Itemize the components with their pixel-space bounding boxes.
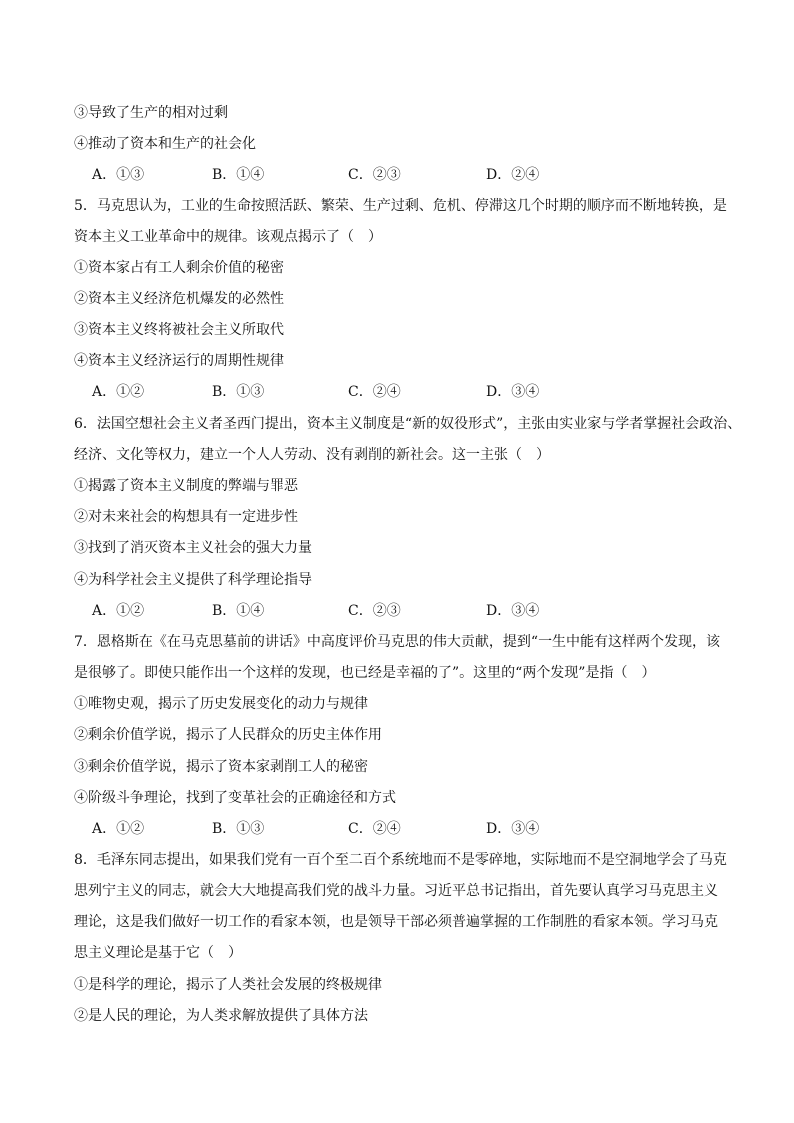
q8-stem-line-2: 思列宁主义的同志，就会大大地提高我们党的战斗力量。习近平总书记指出，首先要认真学习马克思主义: [74, 883, 718, 899]
q8-stem-line-1: 8．毛泽东同志提出，如果我们党有一百个至二百个系统地而不是零碎地，实际地而不是空洞地学会了马克: [74, 852, 727, 868]
q8-statement-1: ①是科学的理论，揭示了人类社会发展的终极规律: [74, 977, 382, 993]
q5-statement-4: ④资本主义经济运行的周期性规律: [74, 353, 284, 369]
q6-stem-line-2: 经济、文化等权力，建立一个人人劳动、没有剥削的新社会。这一主张（ ）: [74, 447, 550, 463]
q5-option-d: D．③④: [486, 384, 540, 400]
q5-statement-3: ③资本主义终将被社会主义所取代: [74, 322, 284, 338]
q4-statement-3: ③导致了生产的相对过剩: [74, 105, 228, 121]
q4-options: [92, 165, 732, 185]
q8-stem-line-4: 思主义理论是基于它（ ）: [74, 945, 242, 961]
q6-statement-2: ②对未来社会的构想具有一定进步性: [74, 509, 298, 525]
q7-statement-2: ②剩余价值学说，揭示了人民群众的历史主体作用: [74, 727, 382, 743]
q6-options: [92, 601, 732, 621]
q5-stem-line-2: 资本主义工业革命中的规律。该观点揭示了（ ）: [74, 229, 382, 245]
q6-statement-3: ③找到了消灭资本主义社会的强大力量: [74, 540, 312, 556]
q6-option-d: D．③④: [486, 603, 540, 619]
q6-stem-line-1: 6．法国空想社会主义者圣西门提出，资本主义制度是“新的奴役形式”，主张由实业家与学者掌握社会政治、: [74, 416, 742, 432]
q6-option-a: A．①②: [92, 603, 145, 619]
q7-statement-4: ④阶级斗争理论，找到了变革社会的正确途径和方式: [74, 790, 396, 806]
q8-stem-line-3: 理论，这是我们做好一切工作的看家本领，也是领导干部必须普遍掌握的工作制胜的看家本领。学习马克: [74, 914, 718, 930]
q7-statement-3: ③剩余价值学说，揭示了资本家剥削工人的秘密: [74, 759, 368, 775]
q6-option-b: B．①④: [212, 603, 265, 619]
q7-option-c: C．②④: [348, 821, 401, 837]
q4-option-d: D．②④: [486, 167, 540, 183]
q4-option-c: C．②③: [348, 167, 401, 183]
q5-statement-2: ②资本主义经济危机爆发的必然性: [74, 291, 284, 307]
q7-option-d: D．③④: [486, 821, 540, 837]
q7-option-a: A．①②: [92, 821, 145, 837]
q7-stem-line-2: 是很够了。即使只能作出一个这样的发现，也已经是幸福的了”。这里的“两个发现”是指（ ）: [74, 665, 656, 681]
q7-stem-line-1: 7．恩格斯在《在马克思墓前的讲话》中高度评价马克思的伟大贡献，提到“一生中能有这样两个发现，该: [74, 634, 721, 650]
q7-statement-1: ①唯物史观，揭示了历史发展变化的动力与规律: [74, 696, 368, 712]
q7-option-b: B．①③: [212, 821, 265, 837]
q4-statement-4: ④推动了资本和生产的社会化: [74, 136, 256, 152]
q8-statement-2: ②是人民的理论，为人类求解放提供了具体方法: [74, 1008, 368, 1024]
q6-statement-4: ④为科学社会主义提供了科学理论指导: [74, 572, 312, 588]
q5-stem-line-1: 5．马克思认为，工业的生命按照活跃、繁荣、生产过剩、危机、停滞这几个时期的顺序而不断地转换，是: [74, 198, 727, 214]
q4-option-a: A．①③: [92, 167, 145, 183]
q5-options: [92, 382, 732, 402]
q6-option-c: C．②③: [348, 603, 401, 619]
q4-option-b: B．①④: [212, 167, 265, 183]
q5-option-a: A．①②: [92, 384, 145, 400]
q5-option-b: B．①③: [212, 384, 265, 400]
q7-options: [92, 819, 732, 839]
q5-statement-1: ①资本家占有工人剩余价值的秘密: [74, 260, 284, 276]
q5-option-c: C．②④: [348, 384, 401, 400]
q6-statement-1: ①揭露了资本主义制度的弊端与罪恶: [74, 478, 298, 494]
